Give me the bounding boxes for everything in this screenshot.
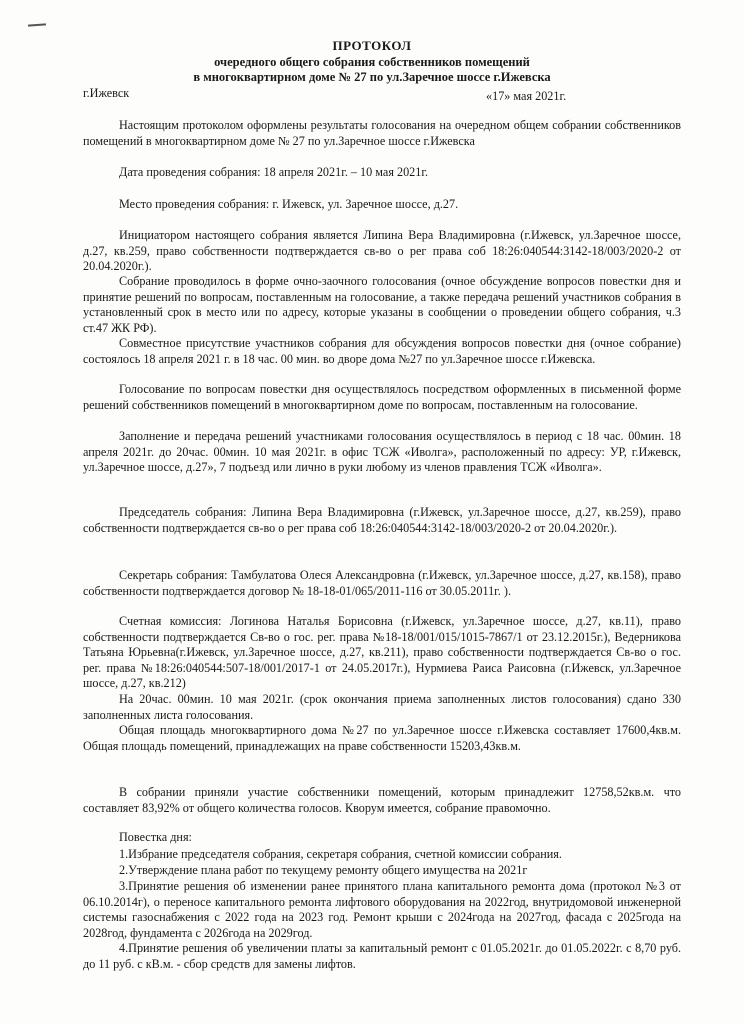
- protocol-date: «17» мая 2021г.: [486, 89, 567, 103]
- submission-paragraph: Заполнение и передача решений участниками голосования осуществлялось в период с 18 час. 00мин. 18 апреля 2021г. до 20час. 00мин. 10 мая 2021г. в офис ТСЖ «Иволга», расположенный по адресу: УР, г.Ижевск, ул.Заречное шоссе, д.27», 7 подъезд или лично в руки любому из членов правления ТСЖ «Иволга».: [83, 429, 681, 474]
- quorum-paragraph: В собрании приняли участие собственники помещений, которым принадлежит 12758,52кв.м. что составляет 83,92% от общего количества голосов. Кворум имеется, собрание правомочно.: [83, 785, 681, 815]
- voting-method-paragraph: Голосование по вопросам повестки дня осуществлялось посредством оформленных в письменной форме решений собственников помещений в многоквартирном доме по вопросам, поставленным на голосование.: [83, 382, 681, 412]
- meeting-dates: Дата проведения собрания: 18 апреля 2021г. – 10 мая 2021г.: [119, 165, 429, 179]
- agenda-heading: Повестка дня:: [119, 830, 192, 844]
- agenda-item: 3.Принятие решения об изменении ранее принятого плана капитального ремонта дома (протокол №3 от 06.10.2014г), о переносе капитального ремонта лифтового оборудования на 2022год, внутридомовой инженерной системы газоснабжения с 2022 года на 2023 год. Ремонт крыши с 2024года на 2027год, фасада с 2025года на 2028год, фундамента с 2026года на 2029год.: [83, 879, 681, 940]
- document-title: ПРОТОКОЛ: [332, 38, 412, 53]
- secretary-paragraph: Секретарь собрания: Тамбулатова Олеся Александровна (г.Ижевск, ул.Заречное шоссе, д.27, кв.158), право собственности подтверждается договор № 18-18-01/065/2011-116 от 30.05.2011г. ).: [83, 568, 681, 598]
- meeting-place: Место проведения собрания: г. Ижевск, ул. Заречное шоссе, д.27.: [119, 197, 459, 211]
- initiator-paragraph: Инициатором настоящего собрания является Липина Вера Владимировна (г.Ижевск, ул.Заречное шоссе, д.27, кв.259, право собственности подтверждается св-во о рег права соб 18:26:040544:3142-18/003/2020-2 от 20.04.2020г.).: [83, 228, 681, 273]
- agenda-item: 1.Избрание председателя собрания, секретаря собрания, счетной комиссии собрания.: [119, 847, 562, 861]
- form-paragraph: Собрание проводилось в форме очно-заочного голосования (очное обсуждение вопросов повестки дня и принятие решений по вопросам, поставленным на голосование, а также передача решений участников собрания в установленный срок в место или по адресу, которые указаны в сообщении о проведении общего собрания, ч.3 ст.47 ЖК РФ).: [83, 274, 681, 335]
- joint-presence-paragraph: Совместное присутствие участников собрания для обсуждения вопросов повестки дня (очное собрание) состоялось 18 апреля 2021 г. в 18 час. 00 мин. во дворе дома №27 по ул.Заречное шоссе г.Ижевска.: [83, 336, 681, 366]
- city: г.Ижевск: [83, 86, 130, 100]
- chairman-paragraph: Председатель собрания: Липина Вера Владимировна (г.Ижевск, ул.Заречное шоссе, д.27, кв.259), право собственности подтверждается св-во о рег права соб 18:26:040544:3142-18/003/2020-2 от 20.04.2020г.).: [83, 505, 681, 535]
- intro-paragraph: Настоящим протоколом оформлены результаты голосования на очередном общем собрании собственников помещений в многоквартирном доме № 27 по ул.Заречное шоссе г.Ижевска: [83, 118, 681, 148]
- document-subtitle-2: в многоквартирном доме № 27 по ул.Заречное шоссе г.Ижевска: [193, 70, 551, 84]
- scan-mark: [28, 23, 46, 26]
- area-paragraph: Общая площадь многоквартирного дома №27 по ул.Заречное шоссе г.Ижевска составляет 17600,4кв.м. Общая площадь помещений, принадлежащих на праве собственности 15203,43кв.м.: [83, 723, 681, 753]
- counting-commission-paragraph: Счетная комиссия: Логинова Наталья Борисовна (г.Ижевск, ул.Заречное шоссе, д.27, кв.11), право собственности подтверждается Св-во о гос. рег. права №18-18/001/015/1015-7867/1 от 23.12.2015г.), Ведерникова Татьяна Юрьевна(г.Ижевск, ул.Заречное шоссе, д.27, кв.211), право собственности подтверждается Св-во о гос. рег. права №18:26:040544:507-18/001/2017-1 от 24.05.2017г.), Нурмиева Раиса Раисовна (г.Ижевск, ул.Заречное шоссе, д.27, кв.212): [83, 614, 681, 690]
- agenda-item: 4.Принятие решения об увеличении платы за капитальный ремонт с 01.05.2021г. до 01.05.2022г. с 8,70 руб. до 11 руб. с кВ.м. - сбор средств для замены лифтов.: [83, 941, 681, 971]
- agenda-item: 2.Утверждение плана работ по текущему ремонту общего имущества на 2021г: [119, 863, 528, 877]
- document-subtitle-1: очередного общего собрания собственников помещений: [214, 55, 530, 69]
- deadline-paragraph: На 20час. 00мин. 10 мая 2021г. (срок окончания приема заполненных листов голосования) сдано 330 заполненных листа голосования.: [83, 692, 681, 722]
